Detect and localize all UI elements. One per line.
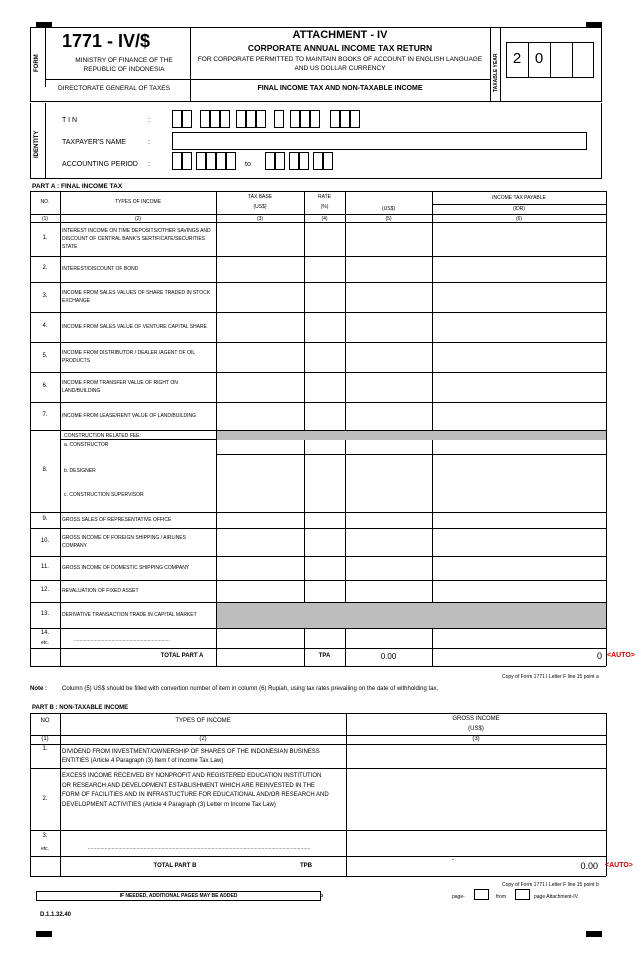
note-text: Column (5) US$ should be filled with convertion number of item in column (6) Rupiah, using tax rates prevailing on the date of withholding tax. xyxy=(62,686,439,692)
rule-line xyxy=(60,439,216,440)
auto-badge: <AUTO> xyxy=(607,652,635,659)
part-a-title: PART A : FINAL INCOME TAX xyxy=(32,183,123,190)
income-type: INTEREST INCOME ON TIME DEPOSITS/OTHER SAVINGS AND DISCOUNT OF CENTRAL BANK'S SERTIFICATE/SECURITIES STATE xyxy=(62,228,211,250)
colon: : xyxy=(148,161,150,168)
income-type: INCOME FROM SALES VALUE OF VENTURE CAPITAL SHARE xyxy=(62,324,207,330)
period-digit-box[interactable] xyxy=(172,152,182,170)
row-number: 2. xyxy=(42,265,48,271)
rule-line xyxy=(432,204,606,205)
row-number: 2. xyxy=(42,796,48,802)
rule-line xyxy=(304,222,305,666)
page-number-input[interactable] xyxy=(474,889,489,900)
year-digit: 2 xyxy=(512,50,522,67)
income-type: GROSS INCOME OF FOREIGN SHIPPING / AIRLINES COMPANY xyxy=(62,535,186,549)
header-divider xyxy=(30,101,602,102)
rule-line xyxy=(216,222,217,666)
total-part-b-label: TOTAL PART B xyxy=(153,863,197,869)
income-type: DIVIDEND FROM INVESTMENT/OWNERSHIP OF SHARES OF THE INDONESIAN BUSINESS ENTITIES (Article 4 Paragraph (3) Item f of Income Tax Law) xyxy=(62,749,320,764)
tax-year-label: TAXABLE YEAR xyxy=(493,53,499,92)
row-number: 7. xyxy=(42,412,48,418)
rule-line xyxy=(606,222,607,666)
tin-digit-box[interactable] xyxy=(220,110,230,128)
tpa-code: TPA xyxy=(318,653,331,659)
form-title: CORPORATE ANNUAL INCOME TAX RETURN xyxy=(247,43,433,53)
period-digit-box[interactable] xyxy=(226,152,236,170)
rule-line xyxy=(30,214,606,215)
row-number: 1. xyxy=(42,746,48,752)
income-type-blank: ................................................................................................................................................................ xyxy=(88,845,311,851)
directorate-text: DIRECTORATE GENERAL OF TAXES xyxy=(58,85,170,92)
colon: : xyxy=(148,139,150,146)
shaded-cell xyxy=(217,431,606,440)
income-type: INCOME FROM LEASE/RENT VALUE OF LAND/BUILDING xyxy=(62,413,197,419)
copy-note-b: Copy of Form 1771 I Letter F line 15 point b xyxy=(502,882,599,888)
column-number: (1) xyxy=(41,736,49,742)
tin-digit-box[interactable] xyxy=(236,110,246,128)
rule-line xyxy=(60,222,61,666)
auto-badge: <AUTO> xyxy=(605,862,633,869)
rule-line xyxy=(30,830,606,831)
tin-digit-box[interactable] xyxy=(290,110,300,128)
tin-digit-box[interactable] xyxy=(182,110,192,128)
column-number: (2) xyxy=(199,736,207,742)
tin-digit-box[interactable] xyxy=(210,110,220,128)
total-part-a-usd: 0.00 xyxy=(380,652,397,661)
period-digit-box[interactable] xyxy=(182,152,192,170)
column-number: (3) xyxy=(256,216,264,222)
row-number: 12. xyxy=(40,587,50,593)
col-header-gross: GROSS INCOME xyxy=(452,716,500,722)
row-number: 14. xyxy=(40,630,50,636)
rule-line xyxy=(30,282,606,283)
rule-line xyxy=(30,512,606,513)
tin-digit-box[interactable] xyxy=(310,110,320,128)
col-header-rate: RATE xyxy=(318,194,331,200)
rule-line xyxy=(30,666,606,667)
rule-line xyxy=(30,648,606,649)
registration-mark xyxy=(586,931,602,937)
period-digit-box[interactable] xyxy=(206,152,216,170)
period-digit-box[interactable] xyxy=(196,152,206,170)
income-type: b. DESIGNER xyxy=(64,468,96,474)
income-type: INTEREST/DISCOUNT OF BOND xyxy=(62,266,139,272)
column-number: (4) xyxy=(321,216,328,222)
to-label: to xyxy=(245,161,251,168)
income-type: REVALUATION OF FIXED ASSET xyxy=(62,588,139,594)
period-digit-box[interactable] xyxy=(313,152,323,170)
attachment-title: ATTACHMENT - IV xyxy=(292,29,388,41)
additional-pages-note: IF NEEDED, ADDITIONAL PAGES MAY BE ADDED xyxy=(36,891,321,901)
income-type: INCOME FROM DISTRIBUTOR / DEALER /AGENT OF OIL PRODUCTS xyxy=(62,350,195,364)
period-digit-box[interactable] xyxy=(275,152,285,170)
column-number: (6) xyxy=(515,216,523,222)
divider xyxy=(572,42,573,78)
accounting-period-label: ACCOUNTING PERIOD xyxy=(62,161,138,168)
income-type: a. CONSTRUCTOR xyxy=(64,442,109,448)
row-number: 11. xyxy=(41,564,49,570)
tpb-code: TPB xyxy=(300,863,312,869)
rule-line xyxy=(606,744,607,876)
rule-line xyxy=(30,744,31,876)
col-header-types: TYPES OF INCOME xyxy=(175,718,231,724)
column-number: (3) xyxy=(472,736,480,742)
rule-line xyxy=(30,256,606,257)
rule-line xyxy=(30,768,606,769)
shaded-cell xyxy=(217,603,606,628)
divider xyxy=(45,103,46,179)
part-b-title: PART B : NON-TAXABLE INCOME xyxy=(32,705,129,711)
tin-digit-box[interactable] xyxy=(350,110,360,128)
tin-digit-box[interactable] xyxy=(274,110,284,128)
rule-line xyxy=(30,222,606,223)
row-number: 9. xyxy=(42,516,48,522)
total-pages-input[interactable] xyxy=(515,889,530,900)
period-digit-box[interactable] xyxy=(289,152,299,170)
tin-digit-box[interactable] xyxy=(246,110,256,128)
colon: : xyxy=(148,117,150,124)
col-header-taxbase: TAX BASE xyxy=(247,194,273,200)
row-number: 5. xyxy=(42,353,48,359)
col-header-idr: (IDR) xyxy=(513,206,525,212)
divider xyxy=(190,79,490,80)
page-label: page- xyxy=(452,894,465,900)
rule-line xyxy=(30,372,606,373)
page-attachment-label: page Attachment-IV xyxy=(534,894,578,900)
period-digit-box[interactable] xyxy=(216,152,226,170)
taxpayer-name-label: TAXPAYER'S NAME xyxy=(62,139,126,146)
column-number: (2) xyxy=(134,216,142,222)
col-header-usd: (US$) xyxy=(381,206,396,212)
rule-line xyxy=(606,191,607,222)
taxpayer-name-input[interactable] xyxy=(172,132,587,150)
total-part-b-value: 0.00 xyxy=(580,861,598,871)
year-digit: 0 xyxy=(534,50,544,67)
registration-mark xyxy=(36,931,52,937)
period-digit-box[interactable] xyxy=(323,152,333,170)
row-number-etc: etc. xyxy=(40,846,50,852)
divider xyxy=(500,27,501,101)
column-number: (5) xyxy=(385,216,392,222)
rule-line xyxy=(345,222,346,666)
col-header-no: NO. xyxy=(40,199,50,205)
income-type: GROSS SALES OF REPRESENTATIVE OFFICE xyxy=(62,517,172,523)
income-type: GROSS INCOME OF DOMESTIC SHIPPING COMPANY xyxy=(62,565,190,571)
income-type: INCOME FROM SALES VALUES OF SHARE TRADED IN STOCK EXCHANGE xyxy=(62,290,211,304)
rule-line xyxy=(30,713,606,714)
tin-digit-box[interactable] xyxy=(340,110,350,128)
tin-digit-box[interactable] xyxy=(200,110,210,128)
col-header-types: TYPES OF INCOME xyxy=(114,199,162,205)
identity-label: IDENTITY xyxy=(34,130,40,158)
col-header-no: NO xyxy=(40,718,50,724)
total-part-a-idr: 0 xyxy=(596,651,602,661)
form-label: FORM xyxy=(34,54,40,72)
row-number: 8. xyxy=(42,467,48,473)
divider xyxy=(45,27,46,87)
note-label: Note : xyxy=(30,686,47,692)
rule-line xyxy=(30,312,606,313)
row-number: 4. xyxy=(42,323,48,329)
tin-digit-box[interactable] xyxy=(256,110,266,128)
dash-mark: - xyxy=(452,857,454,863)
tin-digit-box[interactable] xyxy=(330,110,340,128)
rule-line xyxy=(30,580,606,581)
rule-line xyxy=(30,876,606,877)
row-number: 1. xyxy=(42,235,48,241)
col-header-rate-unit: (%) xyxy=(320,204,329,210)
row-number: 3. xyxy=(42,293,48,299)
divider xyxy=(45,79,190,80)
rule-line xyxy=(30,528,606,529)
divider xyxy=(550,42,551,78)
ministry-text: MINISTRY OF FINANCE OF THE REPUBLIC OF INDONESIA xyxy=(75,57,173,73)
rule-line xyxy=(30,222,31,666)
row-number: 13. xyxy=(40,611,50,617)
rule-line xyxy=(216,454,606,455)
rule-line xyxy=(30,402,606,403)
tin-label: T I N xyxy=(62,117,78,124)
copy-note-a: Copy of Form 1771 I Letter F line 15 point a xyxy=(502,674,599,680)
from-label: from xyxy=(496,894,506,900)
row-number: 3. xyxy=(42,833,48,839)
total-part-a-label: TOTAL PART A xyxy=(160,653,204,659)
income-type: c. CONSTRUCTION SUPERVISOR xyxy=(64,492,144,498)
period-digit-box[interactable] xyxy=(265,152,275,170)
footer-b: b xyxy=(320,893,324,899)
income-type-blank: ..................................................................... xyxy=(74,637,170,643)
rule-line xyxy=(30,556,606,557)
rule-line xyxy=(30,628,606,629)
col-header-taxbase-unit: (US$) xyxy=(253,204,267,210)
period-digit-box[interactable] xyxy=(299,152,309,170)
form-subtitle: FOR CORPORATE PERMITTED TO MAINTAIN BOOKS OF ACCOUNT IN ENGLISH LANGUAGE AND US DOLLAR CURRENCY xyxy=(197,56,483,72)
income-type: INCOME FROM TRANSFER VALUE OF RIGHT ON LAND/BUILDING xyxy=(62,380,178,394)
income-type: DERIVATIVE TRANSACTION TRADE IN CAPITAL MARKET xyxy=(62,612,197,618)
row-number: 10. xyxy=(40,538,50,544)
rule-line xyxy=(30,342,606,343)
form-number: 1771 - IV/$ xyxy=(62,31,151,51)
row-number-etc: etc. xyxy=(40,640,50,646)
rule-line xyxy=(30,856,606,857)
col-header-gross-unit: (US$) xyxy=(468,726,484,732)
rule-line xyxy=(606,713,607,744)
row-number: 6. xyxy=(42,383,48,389)
col-header-payable: INCOME TAX PAYABLE xyxy=(492,195,546,201)
income-type: EXCESS INCOME RECEIVED BY NONPROFIT AND REGISTERED EDUCATION INSTITUTION OR RESEARCH AND DEVELOPMENT ESTABLISHMENT WHICH ARE REINVESTED IN THE FORM OF FACILITIES AND IN INFRASTUCTURE FOR EDUCATIONAL AND/OR RESEARCH AND DEVELOPMENT ACTIVITIES (Article 4 Paragraph (3) Letter m Income Tax Law) xyxy=(62,773,329,808)
tin-digit-box[interactable] xyxy=(172,110,182,128)
form-code: D.1.1.32.40 xyxy=(40,912,72,918)
tin-digit-box[interactable] xyxy=(300,110,310,128)
rule-line xyxy=(30,744,606,745)
rule-line xyxy=(432,222,433,666)
divider xyxy=(490,27,491,101)
section-title: FINAL INCOME TAX AND NON-TAXABLE INCOME xyxy=(257,85,423,92)
income-type: CONSTRUCTION RELATED FEE: xyxy=(64,433,141,439)
column-number: (1) xyxy=(41,216,49,222)
rule-line xyxy=(30,191,606,192)
